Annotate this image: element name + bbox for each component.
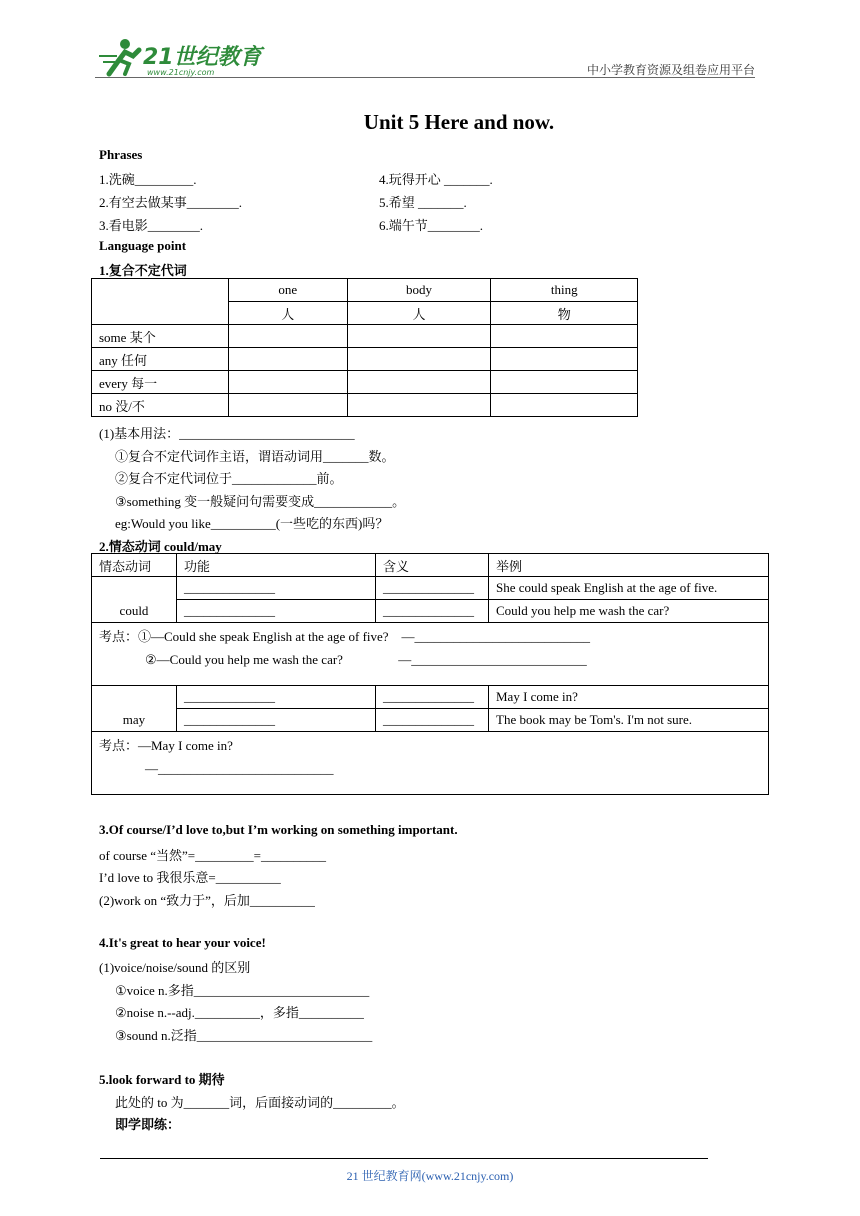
section3-line: I’d love to 我很乐意=__________ — [99, 870, 281, 885]
usage-line: ③something 变一般疑问句需要变成____________。 — [115, 494, 406, 509]
blank: ______________ — [376, 577, 489, 600]
blank: ______________ — [376, 600, 489, 623]
pronoun-table — [91, 278, 638, 417]
kaodian-line: 考点：①—Could she speak English at the age of five? —___________________________ — [99, 629, 591, 644]
section4-line: ③sound n.泛指___________________________ — [115, 1028, 373, 1043]
row-label: no 没/不 — [92, 394, 229, 417]
blank: ______________ — [177, 709, 376, 732]
header-divider — [95, 77, 755, 78]
header-platform-text: 中小学教育资源及组卷应用平台 — [586, 63, 755, 77]
blank: ______________ — [376, 709, 489, 732]
header-cell: 举例 — [489, 554, 769, 577]
section3-heading: 3.Of course/I’d love to,but I’m working on something important. — [99, 822, 458, 837]
section3-line: of course “当然”=_________=__________ — [99, 848, 326, 863]
usage-line: (1)基本用法：___________________________ — [99, 426, 355, 441]
col-meaning: 物 — [491, 302, 638, 325]
practice-label: 即学即练： — [115, 1117, 181, 1132]
example: May I come in? — [489, 686, 769, 709]
kaodian-line: —___________________________ — [145, 761, 334, 776]
logo — [95, 34, 265, 80]
kaodian-line: 考点：—May I come in? — [99, 738, 233, 753]
phrases-heading: Phrases — [99, 147, 143, 162]
section4-heading: 4.It's great to hear your voice! — [99, 935, 266, 950]
language-point-heading: Language point — [99, 238, 187, 253]
could-label: could — [92, 577, 177, 623]
row-label: some 某个 — [92, 325, 229, 348]
phrase-item: 4.玩得开心 _______. — [379, 172, 493, 187]
section4-line: ②noise n.--adj.__________，多指__________ — [115, 1005, 364, 1020]
section3-line: (2)work on “致力于”，后加__________ — [99, 893, 315, 908]
phrase-item: 2.有空去做某事________. — [99, 195, 243, 210]
example: She could speak English at the age of five. — [489, 577, 769, 600]
blank: ______________ — [376, 686, 489, 709]
header-cell: 含义 — [376, 554, 489, 577]
blank: ______________ — [177, 577, 376, 600]
col-header-one: one — [229, 279, 348, 302]
section4-line: (1)voice/noise/sound 的区别 — [99, 960, 251, 975]
header-cell: 情态动词 — [92, 554, 177, 577]
row-label: any 任何 — [92, 348, 229, 371]
page-title: Unit 5 Here and now. — [363, 110, 555, 134]
section2-heading: 2.情态动词 could/may — [99, 539, 222, 554]
kaodian-line: ②—Could you help me wash the car? —___________________________ — [145, 652, 587, 667]
may-label: may — [92, 686, 177, 732]
logo-text: 21世纪教育 — [143, 45, 262, 70]
blank: ______________ — [177, 600, 376, 623]
section1-heading: 1.复合不定代词 — [99, 263, 187, 278]
section5-heading: 5.look forward to 期待 — [99, 1072, 225, 1087]
header-cell: 功能 — [177, 554, 376, 577]
example: The book may be Tom's. I'm not sure. — [489, 709, 769, 732]
could-kaodian — [92, 623, 769, 686]
footer-divider — [100, 1158, 708, 1159]
col-meaning: 人 — [347, 302, 491, 325]
col-header-thing: thing — [491, 279, 638, 302]
section5-line: 此处的 to 为_______词，后面接动词的_________。 — [115, 1095, 405, 1110]
col-meaning: 人 — [229, 302, 348, 325]
usage-line: ①复合不定代词作主语，谓语动词用_______数。 — [115, 449, 395, 464]
usage-line: eg:Would you like__________(一些吃的东西)吗？ — [115, 516, 389, 531]
row-label: every 每一 — [92, 371, 229, 394]
phrase-item: 5.希望 _______. — [379, 195, 467, 210]
phrase-item: 1.洗碗_________. — [99, 172, 197, 187]
may-kaodian — [92, 732, 769, 795]
modal-verb-table — [91, 553, 769, 795]
footer-text: 21 世纪教育网(www.21cnjy.com) — [346, 1169, 514, 1183]
example: Could you help me wash the car? — [489, 600, 769, 623]
section4-line: ①voice n.多指___________________________ — [115, 983, 370, 998]
phrase-item: 3.看电影________. — [99, 218, 204, 233]
logo-url: www.21cnjy.com — [147, 68, 215, 77]
blank: ______________ — [177, 686, 376, 709]
phrase-item: 6.端午节________. — [379, 218, 484, 233]
col-header-body: body — [347, 279, 491, 302]
usage-line: ②复合不定代词位于_____________前。 — [115, 471, 343, 486]
runner-icon — [99, 39, 139, 74]
